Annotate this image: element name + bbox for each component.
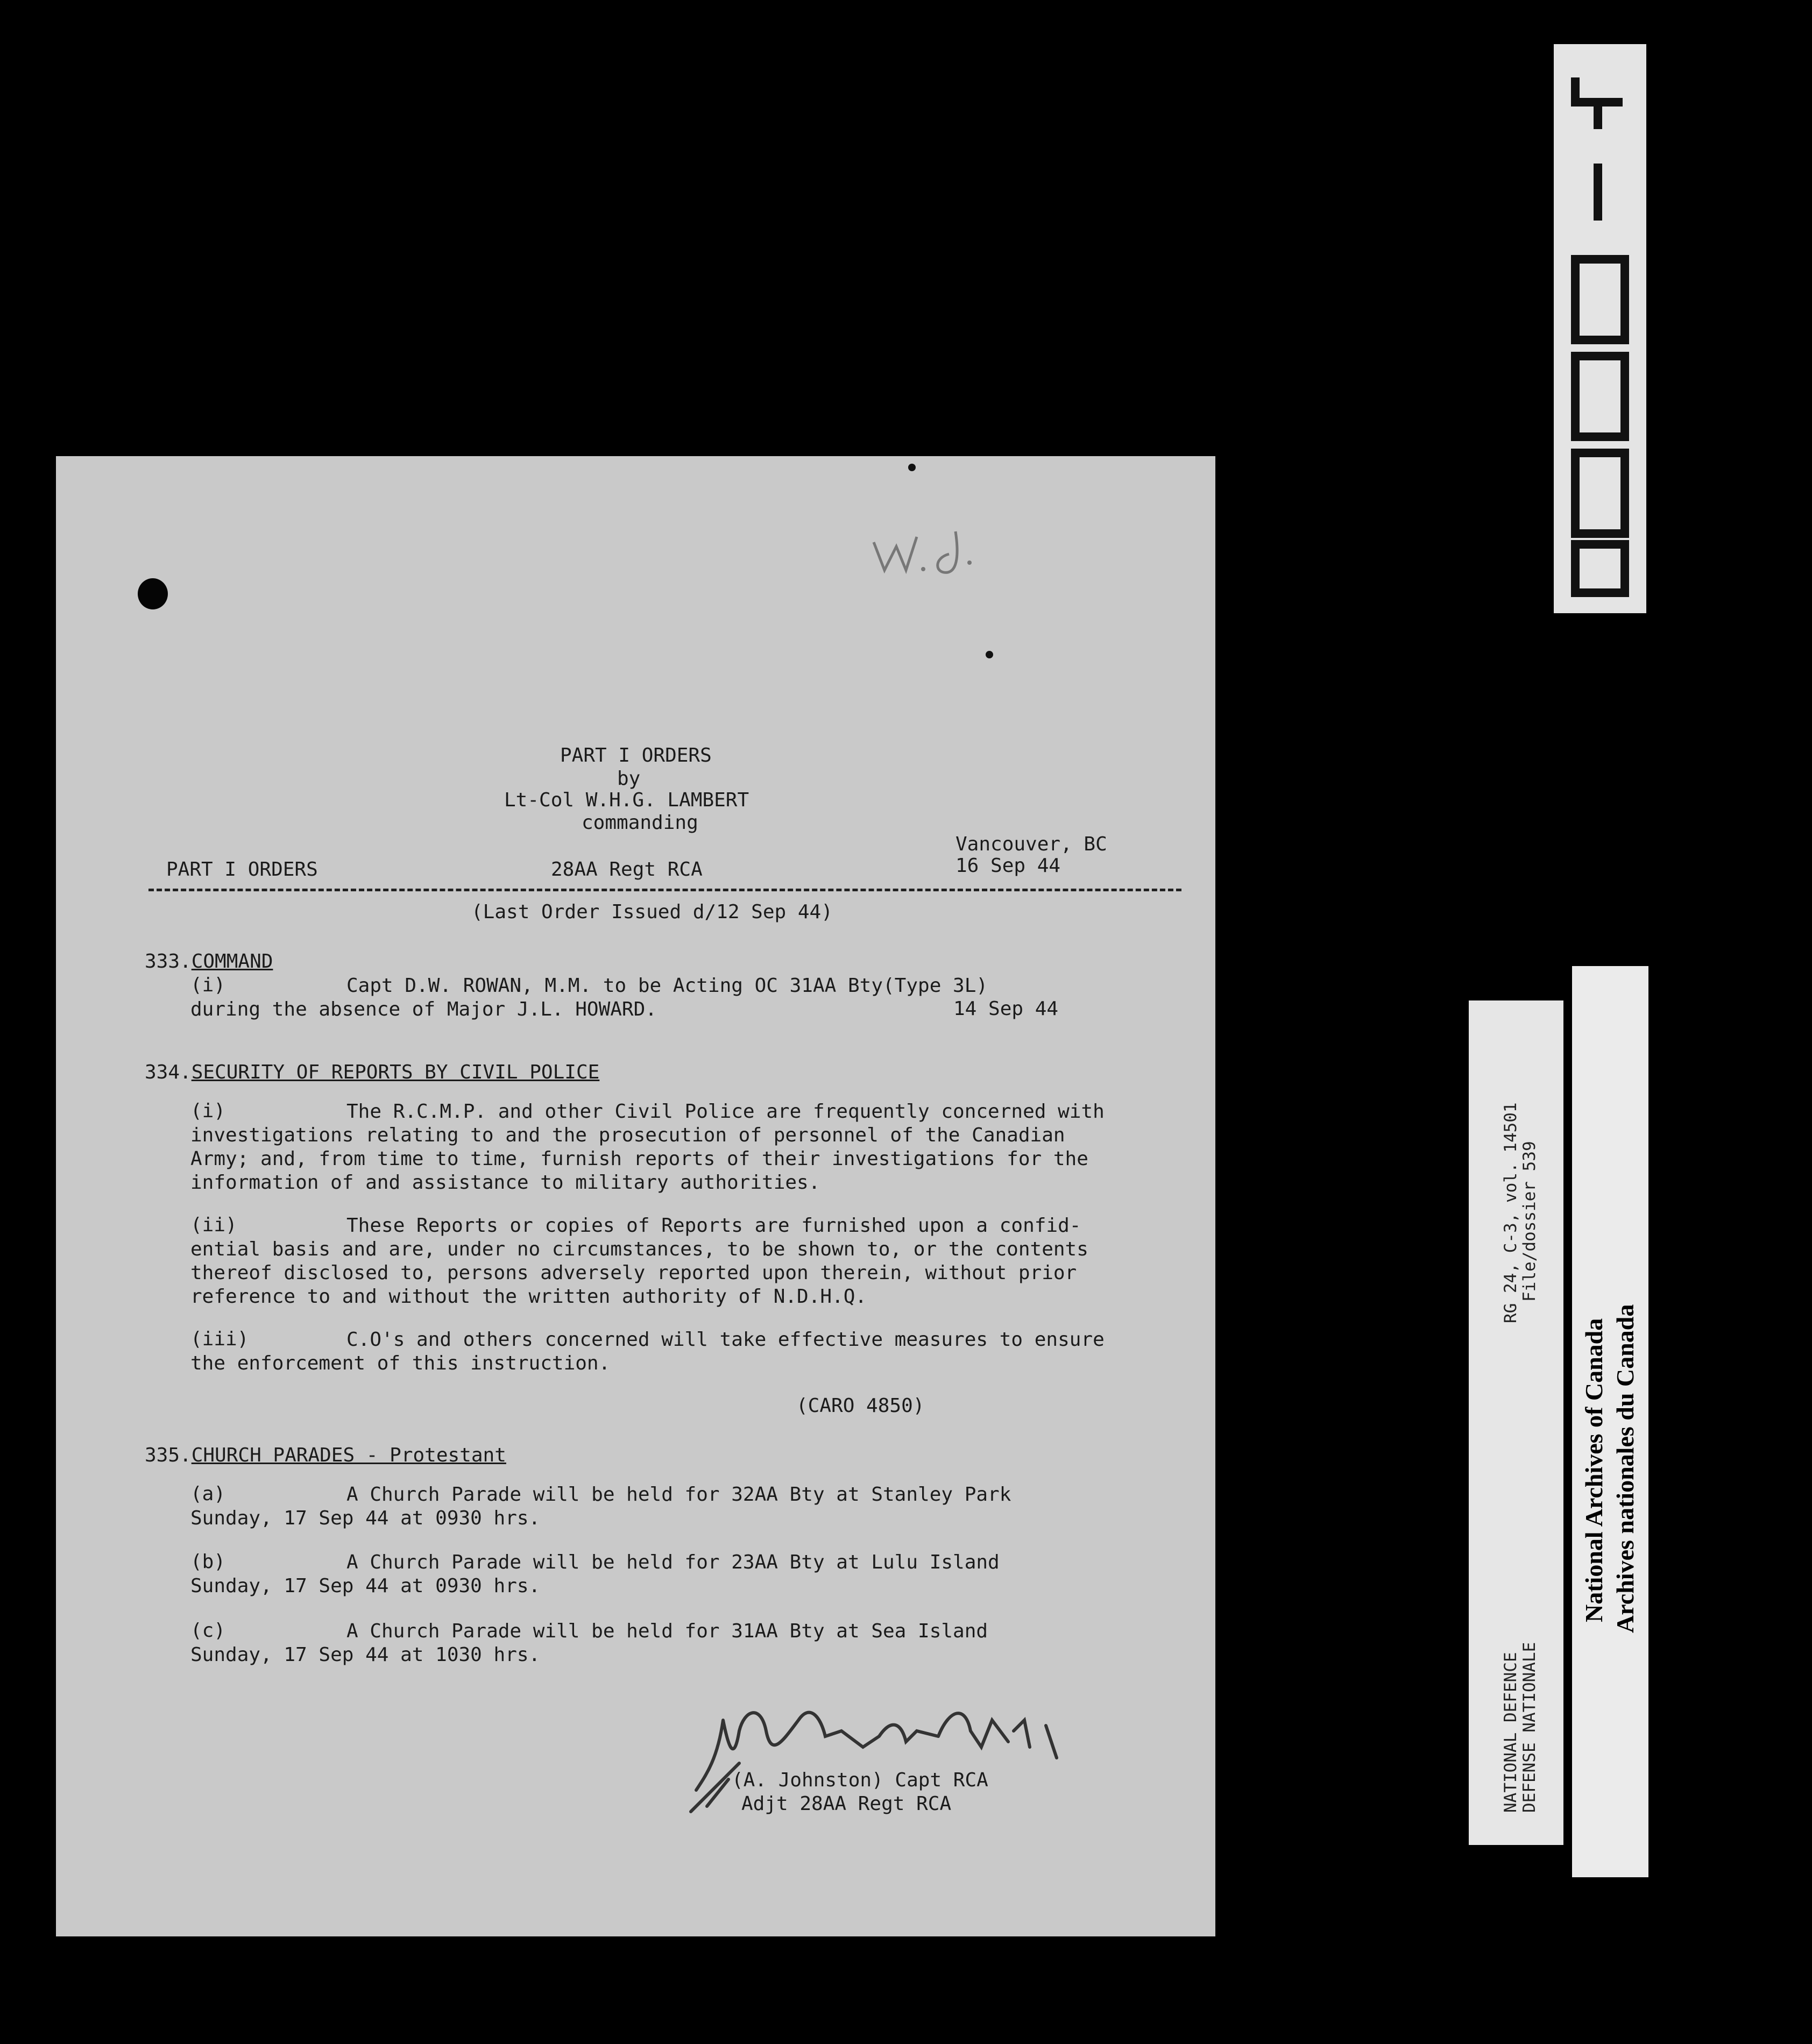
para-line: C.O's and others concerned will take effective measures to ensure [346, 1329, 1105, 1351]
para-label: (iii) [190, 1328, 249, 1350]
punch-hole [138, 578, 168, 609]
para-line: reference to and without the written authority of N.D.H.Q. [190, 1286, 867, 1308]
para-label: (c) [190, 1620, 226, 1642]
para-line: Sunday, 17 Sep 44 at 1030 hrs. [190, 1644, 541, 1666]
last-order: (Last Order Issued d/12 Sep 44) [471, 901, 833, 923]
para-line: A Church Parade will be held for 31AA Bty at Sea Island [346, 1620, 988, 1642]
order-number: 333.COMMAND [145, 950, 273, 973]
para-line: thereof disclosed to, persons adversely reported upon therein, without prior [190, 1262, 1077, 1284]
heading-line2: by [617, 768, 641, 790]
para-line: Sunday, 17 Sep 44 at 0930 hrs. [190, 1575, 541, 1597]
place: Vancouver, BC [955, 833, 1107, 855]
heading-line3: Lt-Col W.H.G. LAMBERT [504, 789, 749, 811]
separator-line [148, 889, 1181, 891]
para-line: Army; and, from time to time, furnish reports of their investigations for the [190, 1148, 1088, 1170]
archives-name-strip [1572, 966, 1648, 1877]
heading-line4: commanding [582, 812, 698, 834]
para-line: ential basis and are, under no circumstances, to be shown to, or the contents [190, 1238, 1088, 1260]
para-date: 14 Sep 44 [953, 998, 1059, 1020]
para-line: during the absence of Major J.L. HOWARD. [190, 998, 657, 1020]
order-number: 334.SECURITY OF REPORTS BY CIVIL POLICE [145, 1061, 600, 1083]
caro-reference: (CARO 4850) [796, 1395, 925, 1417]
para-label: (a) [190, 1483, 226, 1505]
para-line: the enforcement of this instruction. [190, 1352, 611, 1374]
unit: 28AA Regt RCA [551, 858, 703, 881]
dept-line1: NATIONAL DEFENCE [1501, 1652, 1520, 1813]
archives-fr: Archives nationales du Canada [1611, 1304, 1639, 1633]
archives-en: National Archives of Canada [1580, 1318, 1608, 1622]
para-label: (ii) [190, 1214, 237, 1236]
para-label: (b) [190, 1551, 226, 1573]
archive-reference-strip [1469, 1000, 1563, 1845]
heading-line1: PART I ORDERS [560, 744, 712, 767]
para-label: (i) [190, 1100, 226, 1122]
reference-line1: RG 24, C-3, vol. 14501 [1501, 1102, 1520, 1323]
signature-title-line: Adjt 28AA Regt RCA [741, 1793, 952, 1815]
para-line: information of and assistance to military authorities. [190, 1172, 820, 1194]
left-label: PART I ORDERS [166, 858, 318, 881]
speck [908, 464, 916, 471]
para-line: The R.C.M.P. and other Civil Police are frequently concerned with [346, 1101, 1105, 1123]
frame-number-label [1554, 44, 1646, 613]
order-number: 335.CHURCH PARADES - Protestant [145, 1444, 506, 1466]
dept-line2: DEFENSE NATIONALE [1520, 1642, 1539, 1813]
para-label: (i) [190, 974, 226, 996]
handwritten-annotation [863, 521, 992, 582]
signature-name-line: (A. Johnston) Capt RCA [732, 1769, 988, 1791]
para-line: These Reports or copies of Reports are furnished upon a confid- [346, 1215, 1081, 1237]
para-line: investigations relating to and the prosecution of personnel of the Canadian [190, 1124, 1065, 1146]
para-line: A Church Parade will be held for 23AA Bty at Lulu Island [346, 1551, 1000, 1573]
reference-line2: File/dossier 539 [1520, 1141, 1539, 1302]
para-line: A Church Parade will be held for 32AA Bty at Stanley Park [346, 1484, 1011, 1506]
para-line: Sunday, 17 Sep 44 at 0930 hrs. [190, 1507, 541, 1529]
frame-number-digits [1554, 44, 1646, 613]
document-page [56, 456, 1215, 1936]
date: 16 Sep 44 [955, 855, 1061, 877]
speck [986, 651, 993, 658]
para-line: Capt D.W. ROWAN, M.M. to be Acting OC 31AA Bty(Type 3L) [346, 975, 988, 997]
